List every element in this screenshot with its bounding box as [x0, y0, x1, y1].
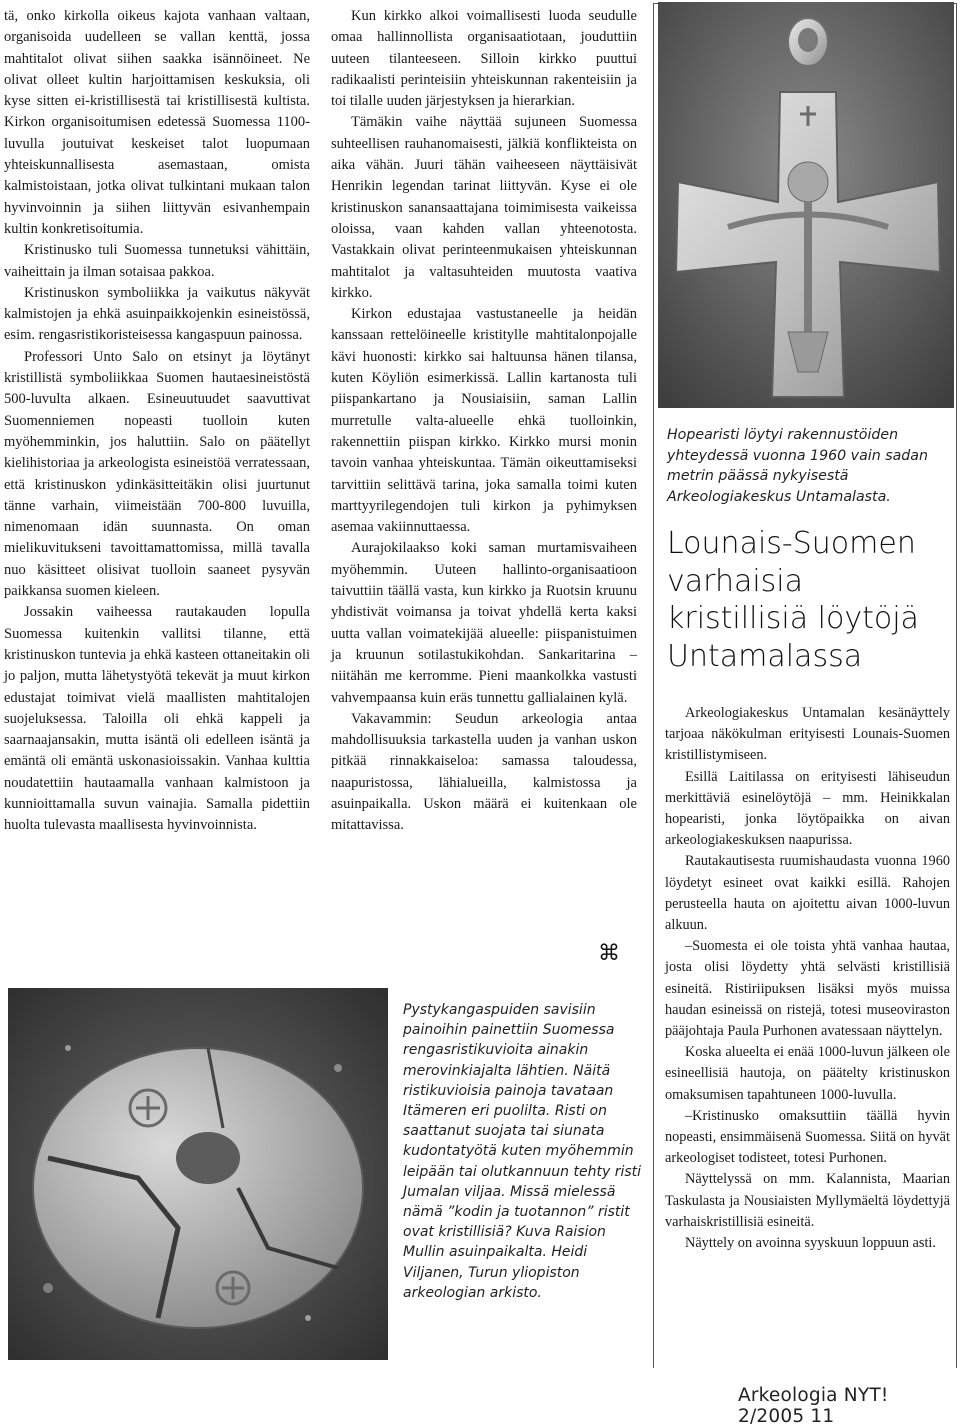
article-paragraph: Aurajokilaakso koki saman murtamisvaiheen myöhemmin. Uuteen hallinto-organisaatioon taivuttiin täällä vasta, kun kirkko ja Ruotsin kruunu yhdistivät voimansa ja toivat yhdellä kerta kaksi uutta vallan voimatekijää alueelle: piispanistuimen ja kruunun sotilastukikohdan. Sankaritarina – niitähän me kerromme. Pieni maankolkka vastusti vahvempaansa kuin eräs tunnettu gallialainen kylä.	[331, 540, 637, 706]
end-of-article-mark: ⌘	[598, 941, 620, 966]
article-paragraph: Kirkon edustajaa vastustaneelle ja heidän kanssaan rettelöineelle kristitylle mahtitalonpojalle kävi huonosti: kirkko sai haltuunsa hänen tilansa, kuten Köyliön esimerkissä. Lallin kartanosta tuli piispankartano ja Nousiaisiin, saman Lallin murretulle valta-alueelle ehkä tuolloinkin, rakennettiin piispan kirkko. Kirkko mursi monin tavoin vanhaa yhteiskuntaa. Tämän oikeuttamiseksi tarvittiin selittävä tarina, joka samalla toimi kuten marttyyrilegendojen tuli kirkon ja pyhimyksen asemaa vakiinnuttaessa.	[331, 306, 637, 536]
article-column-1	[4, 6, 310, 837]
page-footer: Arkeologia NYT! 2/2005 11	[738, 1385, 889, 1427]
loom-weight-photo	[8, 988, 388, 1360]
sidebar-paragraph: Rautakautisesta ruumishaudasta vuonna 1960 löydetyt esineet ovat kaikki esillä. Rahojen perusteella hauta on ajoitettu aivan 1000-luvun alkuun.	[665, 853, 950, 934]
sidebar-paragraph: Näyttely on avoinna syyskuun loppuun asti.	[685, 1235, 936, 1252]
sidebar-paragraph: Näyttelyssä on mm. Kalannista, Maarian Taskulasta ja Nousiaisten Myllymäeltä löydettyjä varhaiskristillisiä esineitä.	[665, 1171, 950, 1230]
article-paragraph: Jossakin vaiheessa rautakauden lopulla Suomessa kuitenkin vallitsi tilanne, että kristinuskon tuntevia ja ehkä kasteen ottaneitakin oli jo paljon, mutta lähetystyötä tekevät ja muut kirkon edustajat toimivat vielä maallisten mahtitalojen suojeluksessa. Taloilla oli ehkä kappeli ja saarnaajansakin, mutta isäntä oli edelleen isäntä ja emäntä oli emäntä uskonasioissakin. Vanhaa kulttia noudatettiin hautaamalla vanhaan kalmistoon ja kunnioittamalla suvun vainajia. Samalla pidettiin huolta tulevasta maallisesta hyvinvoinnista.	[4, 604, 310, 834]
sidebar-paragraph: –Kristinusko omaksuttiin täällä hyvin nopeasti, ensimmäisenä Suomessa. Siitä on hyvät arkeologiset todisteet, totesi Purhonen.	[665, 1107, 950, 1167]
sidebar-paragraph: Koska alueelta ei enää 1000-luvun jälkeen ole esineellisiä hautoja, on päätelty kristinuskon omaksumisen tapahtuneen 1000-luvulla.	[665, 1044, 950, 1103]
article-paragraph: Tämäkin vaihe näyttää sujuneen Suomessa suhteellisen rauhanomaisesti, jälkiä konflikteista on aika vähän. Juuri tähän vaiheeseen näyttäisivät Henrikin legendan tarinat liittyvän. Kyse ei ole kristinuskon sanansaattajana toimimisesta vaikeissa oloissa, vaan kahden vallan yhteenotosta. Vastakkain olivat perinteenmukaisen yhteiskunnan mahtitalot ja valtasuhteiden muutosta vaativa kirkko.	[331, 114, 637, 301]
sidebar-paragraph: Esillä Laitilassa on erityisesti lähiseudun merkittäviä esinelöytöjä – mm. Heinikkalan hopearisti, jonka löytöpaikka on aivan arkeologiakeskuksen naapurissa.	[665, 768, 950, 849]
cross-photo-caption: Hopearisti löytyi rakennustöiden yhteydessä vuonna 1960 vain sadan metrin päässä nykyisestä Arkeologiakeskus Untamalasta.	[667, 427, 928, 505]
silver-cross-photo	[658, 2, 954, 408]
sidebar-paragraph: Arkeologiakeskus Untamalan kesänäyttely tarjoaa näkökulman erityisesti Lounais-Suomen kristillistymiseen.	[665, 705, 950, 764]
sidebar-text	[665, 703, 950, 1254]
sidebar-title: Lounais-Suomen varhaisia kristillisiä löytöjä Untamalassa	[667, 526, 919, 674]
article-paragraph: tä, onko kirkolla oikeus kajota vanhaan valtaan, organisoida uudelleen se vallan kenttä, jossa mahtitalot olivat siihen saakka isännöineet. Ne olivat olleet kultin harjoittamisen keskuksia, oli kyse sitten ei-kristillisestä tai kristillisestä kultista. Kirkon organisoitumisen edetessä Suomessa 1100-luvulla joutuivat keskeiset talot luopumaan yhteiskunnallisesta asemastaan, omista kalmistoistaan, jotka olivat tulkintani mukaan talon hyvinvoinnin ja siihen liittyvän esivanhempain kultin konkretisoitumia.	[4, 8, 310, 237]
loom-weight-caption: Pystykangaspuiden savisiin painoihin painettiin Suomessa rengasristikuvioita ainakin merovinkiajalta lähtien. Näitä ristikuvioisia painoja tavataan Itämeren eri puolilta. Risti on saattanut suojata tai siunata kudontatyötä kuten myöhemmin leipään tai olutkannuun tehty risti Jumalan viljaa. Missä mielessä nämä ”kodin ja tuotannon” ristit ovat kristillisiä? Kuva Raision Mullin asuinpaikalta. Heidi Viljanen, Turun yliopiston arkeologian arkisto.	[403, 1002, 642, 1301]
article-paragraph: Vakavammin: Seudun arkeologia antaa mahdollisuuksia tarkastella uuden ja vanhan uskon pitkää rinnakkaiseloa: samassa taloudessa, naapuristossa, lähialueilla, kalmistossa ja asuinpaikalla. Uskon määrä ei kuitenkaan ole mitattavissa.	[331, 710, 637, 834]
article-paragraph: Kun kirkko alkoi voimallisesti luoda seudulle omaa hallinnollista organisaatiotaan, jouduttiin uuteen tilanteeseen. Silloin kirkko puuttui radikaalisti perinteisiin yhteiskunnan rakenteisiin ja toi tilalle uuden järjestyksen ja hierarkian.	[331, 8, 637, 110]
article-paragraph: Kristinuskon symboliikka ja vaikutus näkyvät kalmistojen ja ehkä asuinpaikkojenkin esineistössä, esim. rengasristikoristeisessa kangaspuun painossa.	[4, 284, 310, 344]
article-paragraph: Kristinusko tuli Suomessa tunnetuksi vähittäin, vaiheittain ja ilman sotaisaa pakkoa.	[4, 242, 310, 280]
sidebar-paragraph: –Suomesta ei ole toista yhtä vanhaa hautaa, josta olisi löydetty yhtä selvästi kristillisiä esineitä. Ristiriipuksen lisäksi myös muissa haudan esineissä on ristejä, totesi museoviraston pääjohtaja Paula Purhonen avatessaan näyttelyn.	[665, 938, 950, 1040]
article-column-2	[331, 6, 637, 837]
article-paragraph: Professori Unto Salo on etsinyt ja löytänyt kristillistä symboliikkaa Suomen hautaesineistöstä 500-luvulta alkaen. Esineuutuudet saavuttivat Suomenniemen nopeasti tuolloin kuten myöhemminkin, jos haluttiin. Salo on päätellyt kielihistoriaa ja arkeologista esineistöä verratessaan, että kristinuskon ydinkäsitteitäkin olisi juurtunut tänne varhain, viimeistään 700-800 luvuilla, nimenomaan idän suunnasta. On oman mielikuvitukseni tavoittamattomissa, millä tavalla nuo käsitteet olisivat tuolloin saaneet pysyvän paikkansa suomen kieleen.	[4, 348, 310, 600]
